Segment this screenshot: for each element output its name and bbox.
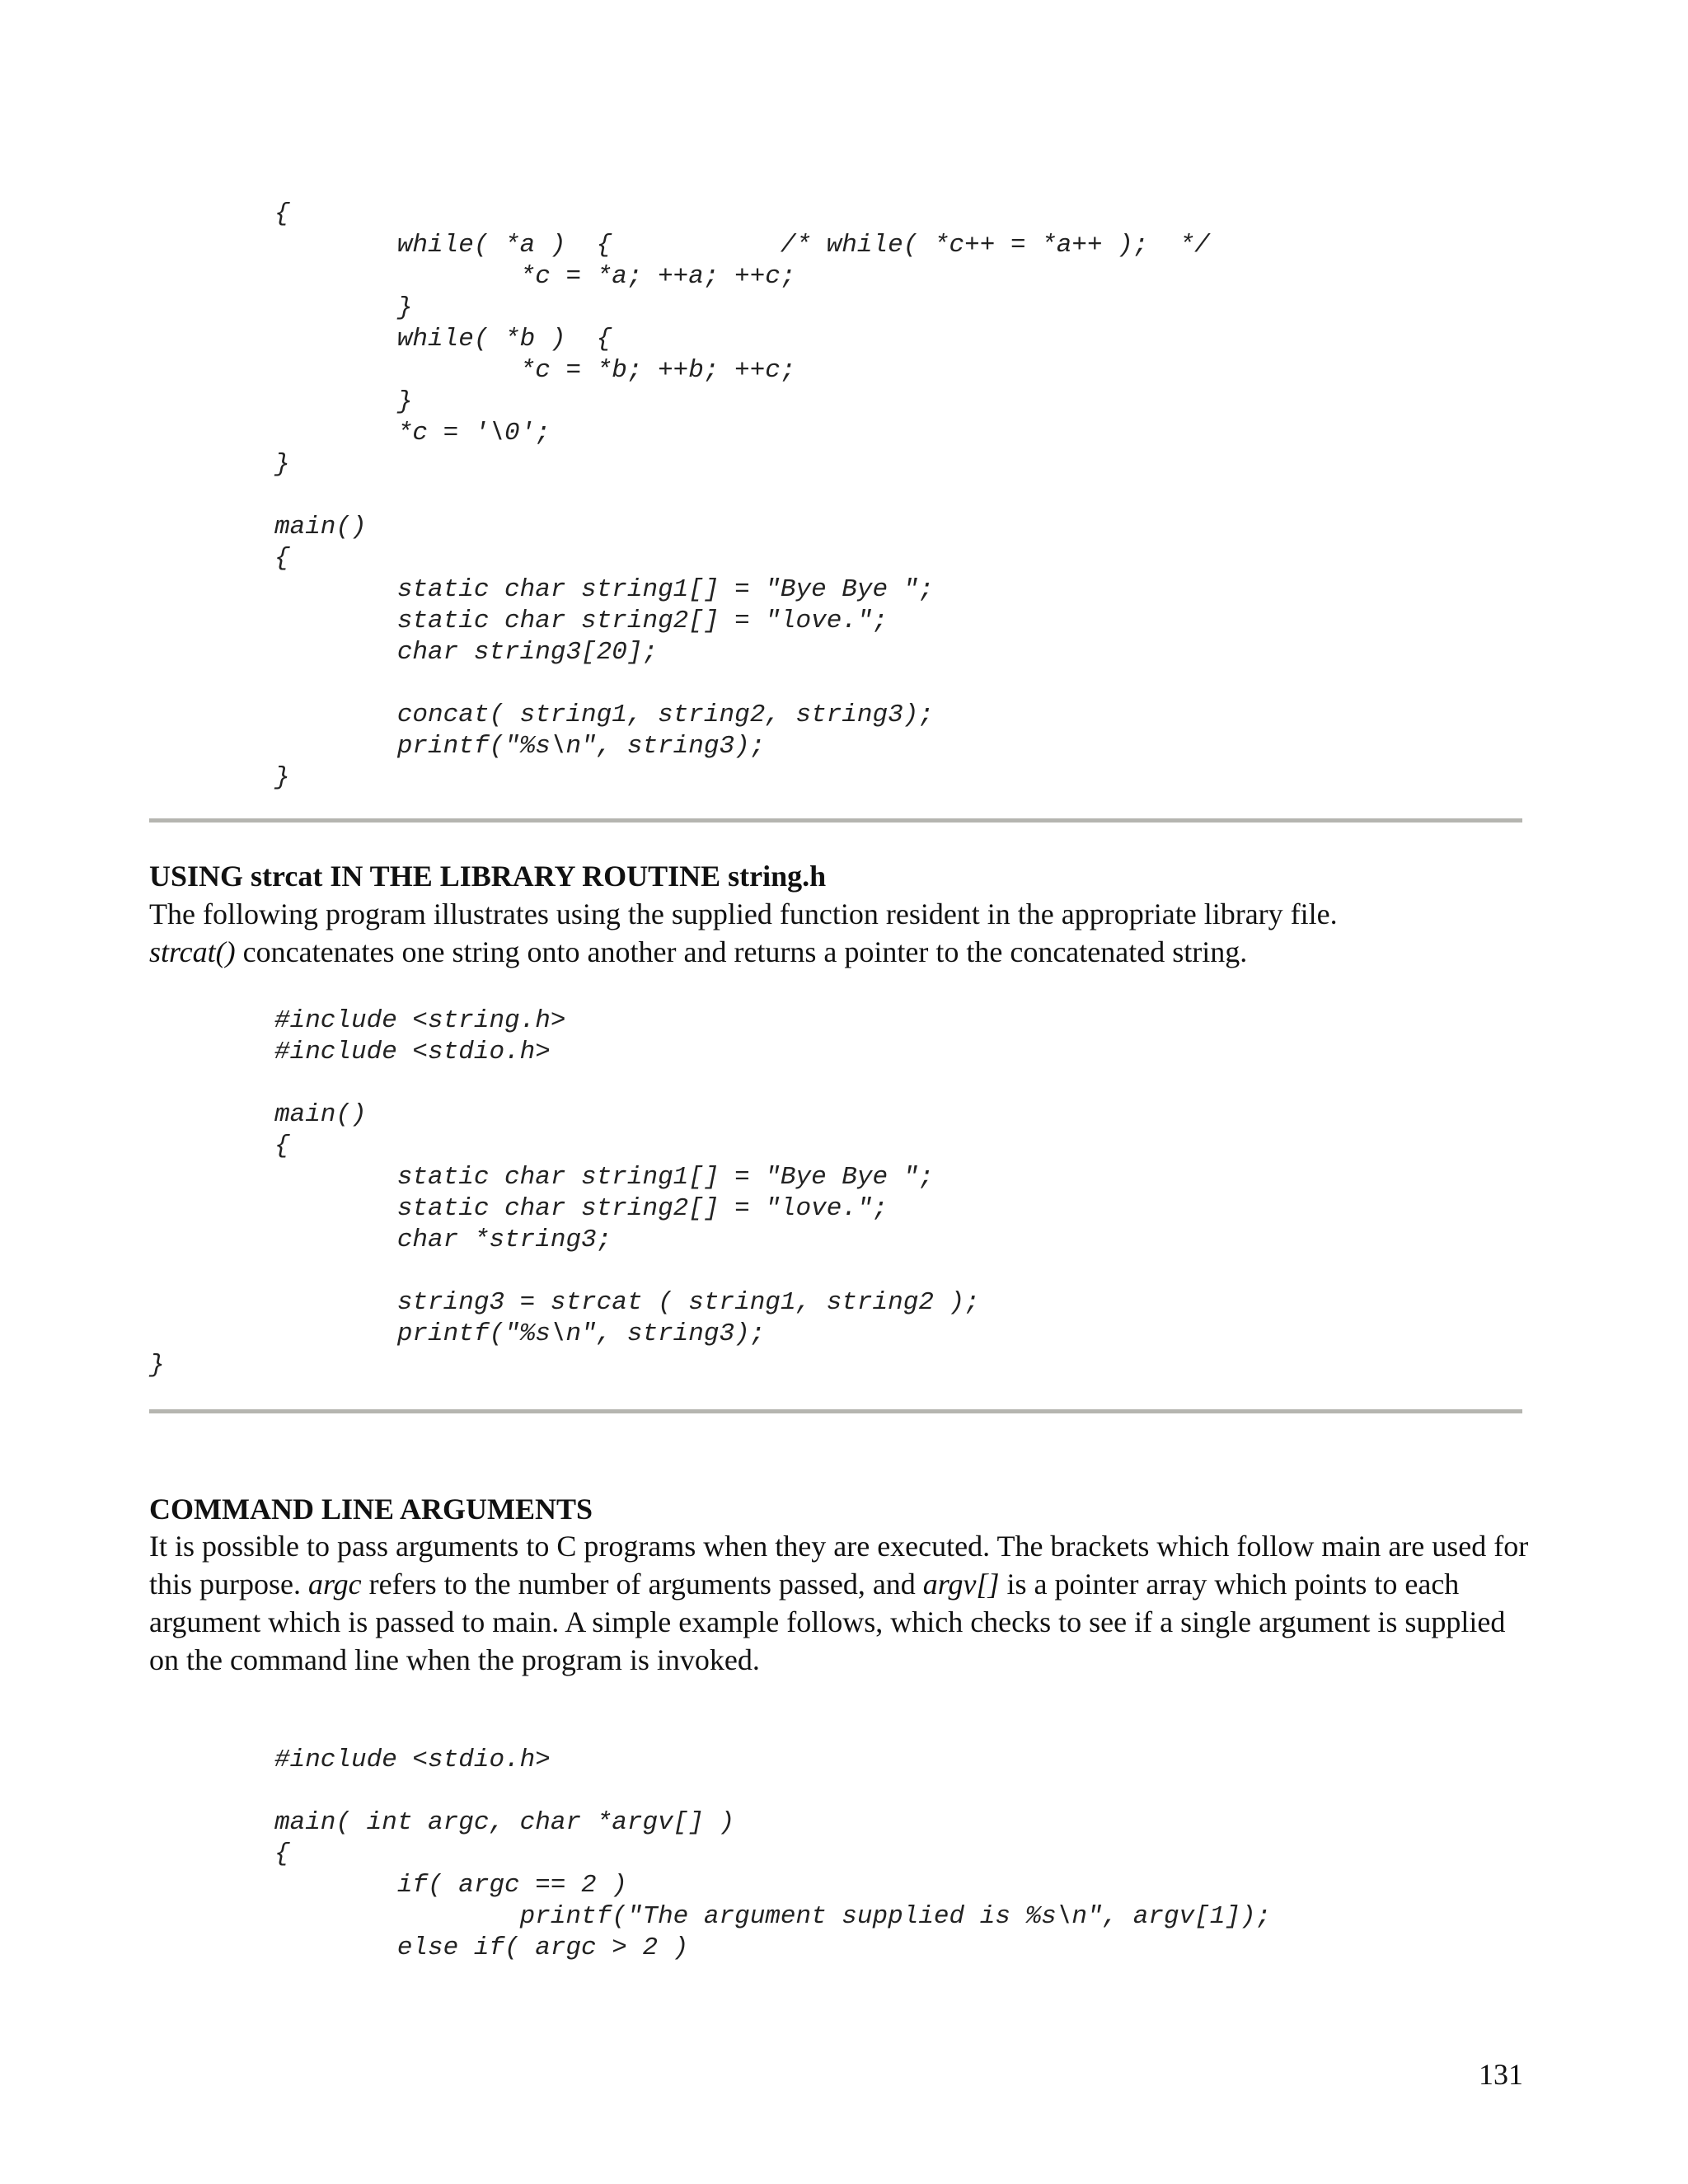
section-divider bbox=[149, 818, 1522, 823]
strcat-function-name: strcat() bbox=[149, 935, 236, 968]
command-line-description bbox=[149, 1527, 1534, 1679]
strcat-description-line1: The following program illustrates using the supplied function resident in the appropriate library file. bbox=[149, 898, 1338, 930]
code-block-command-line-example: #include <stdio.h> main( int argc, char *argv[] ) { if( argc == 2 ) printf("The argument supplied is %s\n", argv[1]); else if( argc > 2 ) bbox=[274, 1746, 1272, 1962]
cmdline-text-3: is a pointer array which points to each argument which is passed to main. A simple example follows, which checks to see if a single argument is supplied on the command line when the program is invoked. bbox=[149, 1568, 1506, 1676]
section-heading-command-line: COMMAND LINE ARGUMENTS bbox=[149, 1493, 593, 1526]
strcat-description bbox=[149, 895, 1534, 971]
code-block-strcat-closing-brace: } bbox=[149, 1351, 165, 1380]
section-divider bbox=[149, 1409, 1522, 1413]
cmdline-text-1: It is possible to pass arguments to C programs when they are executed. The brackets which follow main are used for this purpose. bbox=[149, 1530, 1529, 1601]
argv-term: argv[] bbox=[922, 1568, 1000, 1601]
argc-term: argc bbox=[308, 1568, 362, 1601]
page-number: 131 bbox=[1479, 2058, 1523, 2091]
cmdline-text-2: refers to the number of arguments passed, and bbox=[361, 1568, 923, 1601]
code-block-concat-function: { while( *a ) { /* while( *c++ = *a++ ); */ *c = *a; ++a; ++c; } while( *b ) { *c = *b; ++b; ++c; } *c = '\0'; } main() { static char string1[] = "Bye Bye "; static char string2[] = "love."; char string3[20]; concat( string1, string2, string3); printf("%s\n", string3); } bbox=[274, 199, 1210, 792]
strcat-description-line2: concatenates one string onto another and returns a pointer to the concatenated string. bbox=[235, 935, 1248, 968]
code-block-strcat-example: #include <string.h> #include <stdio.h> main() { static char string1[] = "Bye Bye "; static char string2[] = "love."; char *string3; string3 = strcat ( string1, string2 ); printf("%s\n", string3); bbox=[274, 1006, 980, 1348]
section-heading-strcat: USING strcat IN THE LIBRARY ROUTINE string.h bbox=[149, 860, 827, 893]
